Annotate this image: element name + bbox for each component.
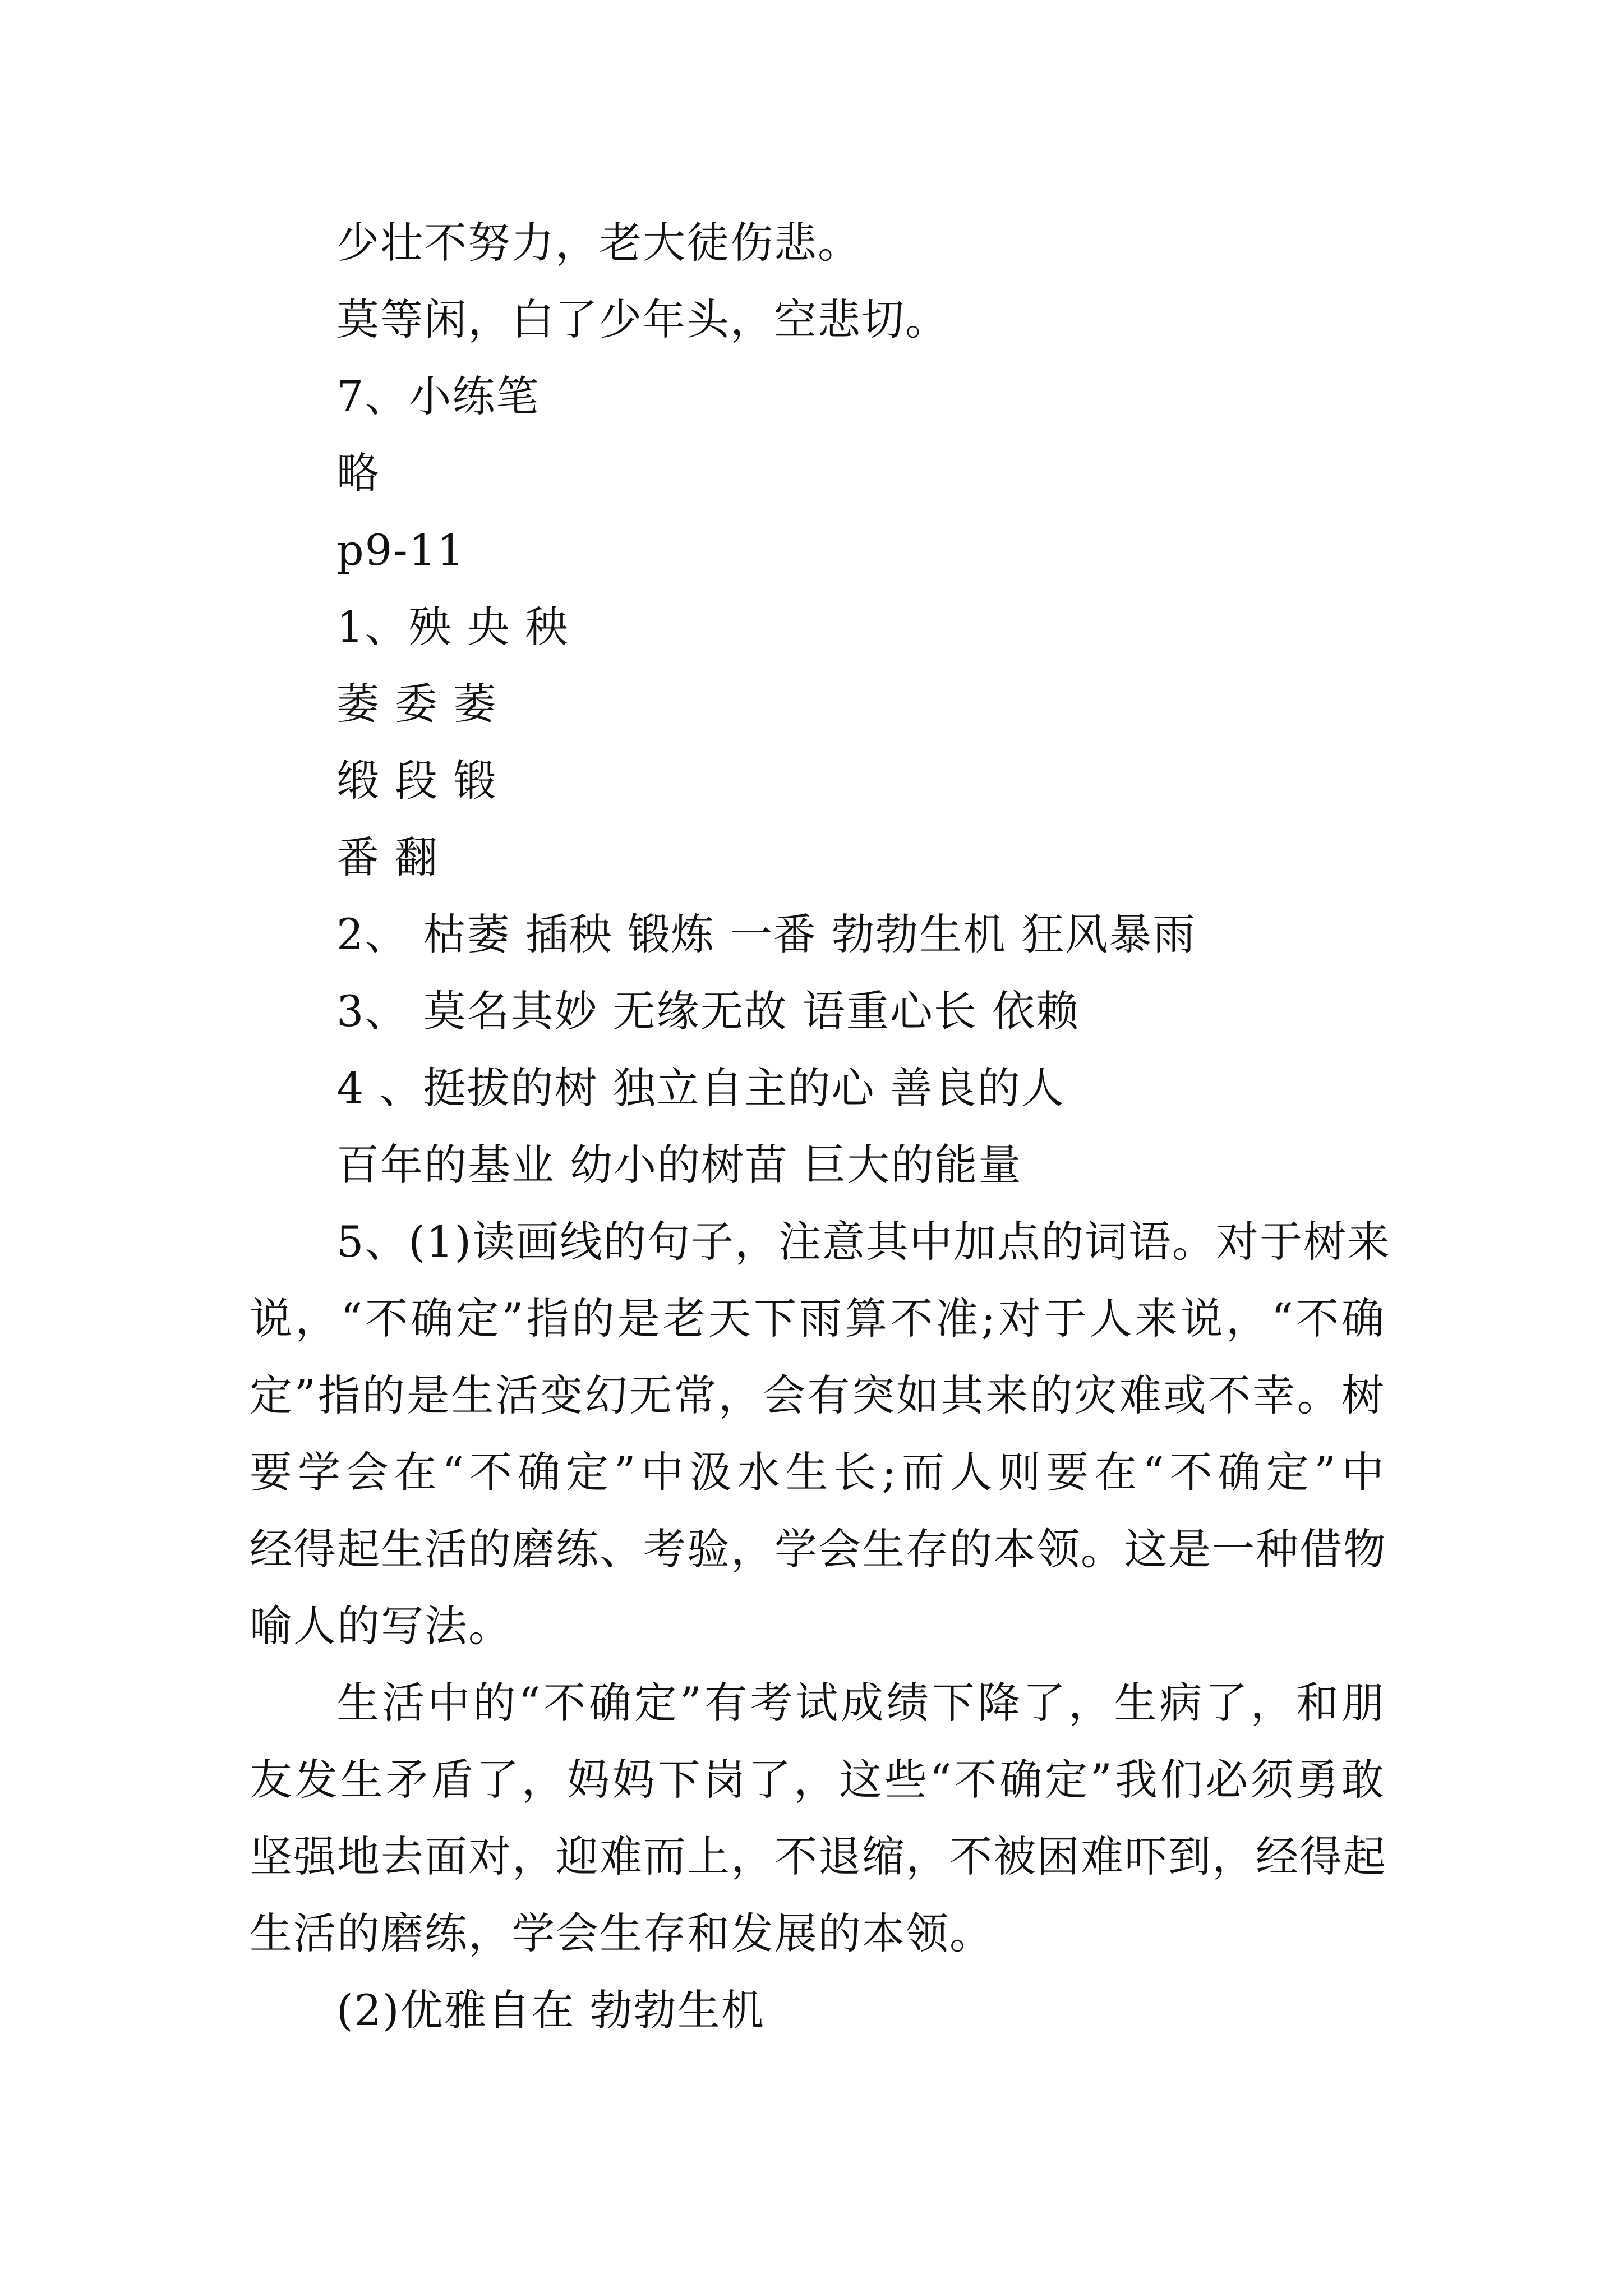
paragraph-line: 喻人的写法。 [250, 1601, 512, 1651]
text-line: 3、 莫名其妙 无缘无故 语重心长 依赖 [336, 986, 1080, 1036]
paragraph-line: 坚强地去面对，迎难而上，不退缩，不被困难吓到，经得起 [250, 1832, 1387, 1881]
text-line: 缎 段 锻 [336, 756, 497, 806]
text-line: 2、 枯萎 插秧 锻炼 一番 勃勃生机 狂风暴雨 [336, 909, 1197, 959]
text-line: 7、小练笔 [336, 371, 540, 421]
text-line: 莫等闲，白了少年头，空悲切。 [336, 295, 949, 344]
paragraph-line: 生活中的“不确定”有考试成绩下降了，生病了，和朋 [336, 1678, 1385, 1728]
text-line: 萎 委 萎 [336, 679, 497, 729]
text-line: 少壮不努力，老大徒伤悲。 [336, 218, 861, 268]
text-line: 4 、挺拔的树 独立自主的心 善良的人 [336, 1063, 1065, 1113]
paragraph-line: 生活的磨练，学会生存和发展的本领。 [250, 1908, 993, 1958]
text-line: p9-11 [336, 525, 465, 575]
text-line: 百年的基业 幼小的树苗 巨大的能量 [336, 1140, 1022, 1190]
paragraph-line: 5、(1)读画线的句子，注意其中加点的词语。对于树来 [336, 1217, 1391, 1267]
paragraph-line: 经得起生活的磨练、考验，学会生存的本领。这是一种借物 [250, 1524, 1387, 1574]
paragraph-line: 说，“不确定”指的是老天下雨算不准;对于人来说，“不确 [250, 1294, 1385, 1343]
paragraph-line: 定”指的是生活变幻无常，会有突如其来的灾难或不幸。树 [250, 1370, 1385, 1420]
paragraph-line: 要学会在“不确定”中汲水生长;而人则要在“不确定”中 [250, 1447, 1385, 1497]
text-line: 番 翻 [336, 832, 439, 882]
text-line: (2)优雅自在 勃勃生机 [336, 1985, 765, 2035]
text-line: 略 [336, 448, 380, 498]
text-line: 1、殃 央 秧 [336, 602, 569, 652]
paragraph-line: 友发生矛盾了，妈妈下岗了，这些“不确定”我们必须勇敢 [250, 1755, 1385, 1805]
